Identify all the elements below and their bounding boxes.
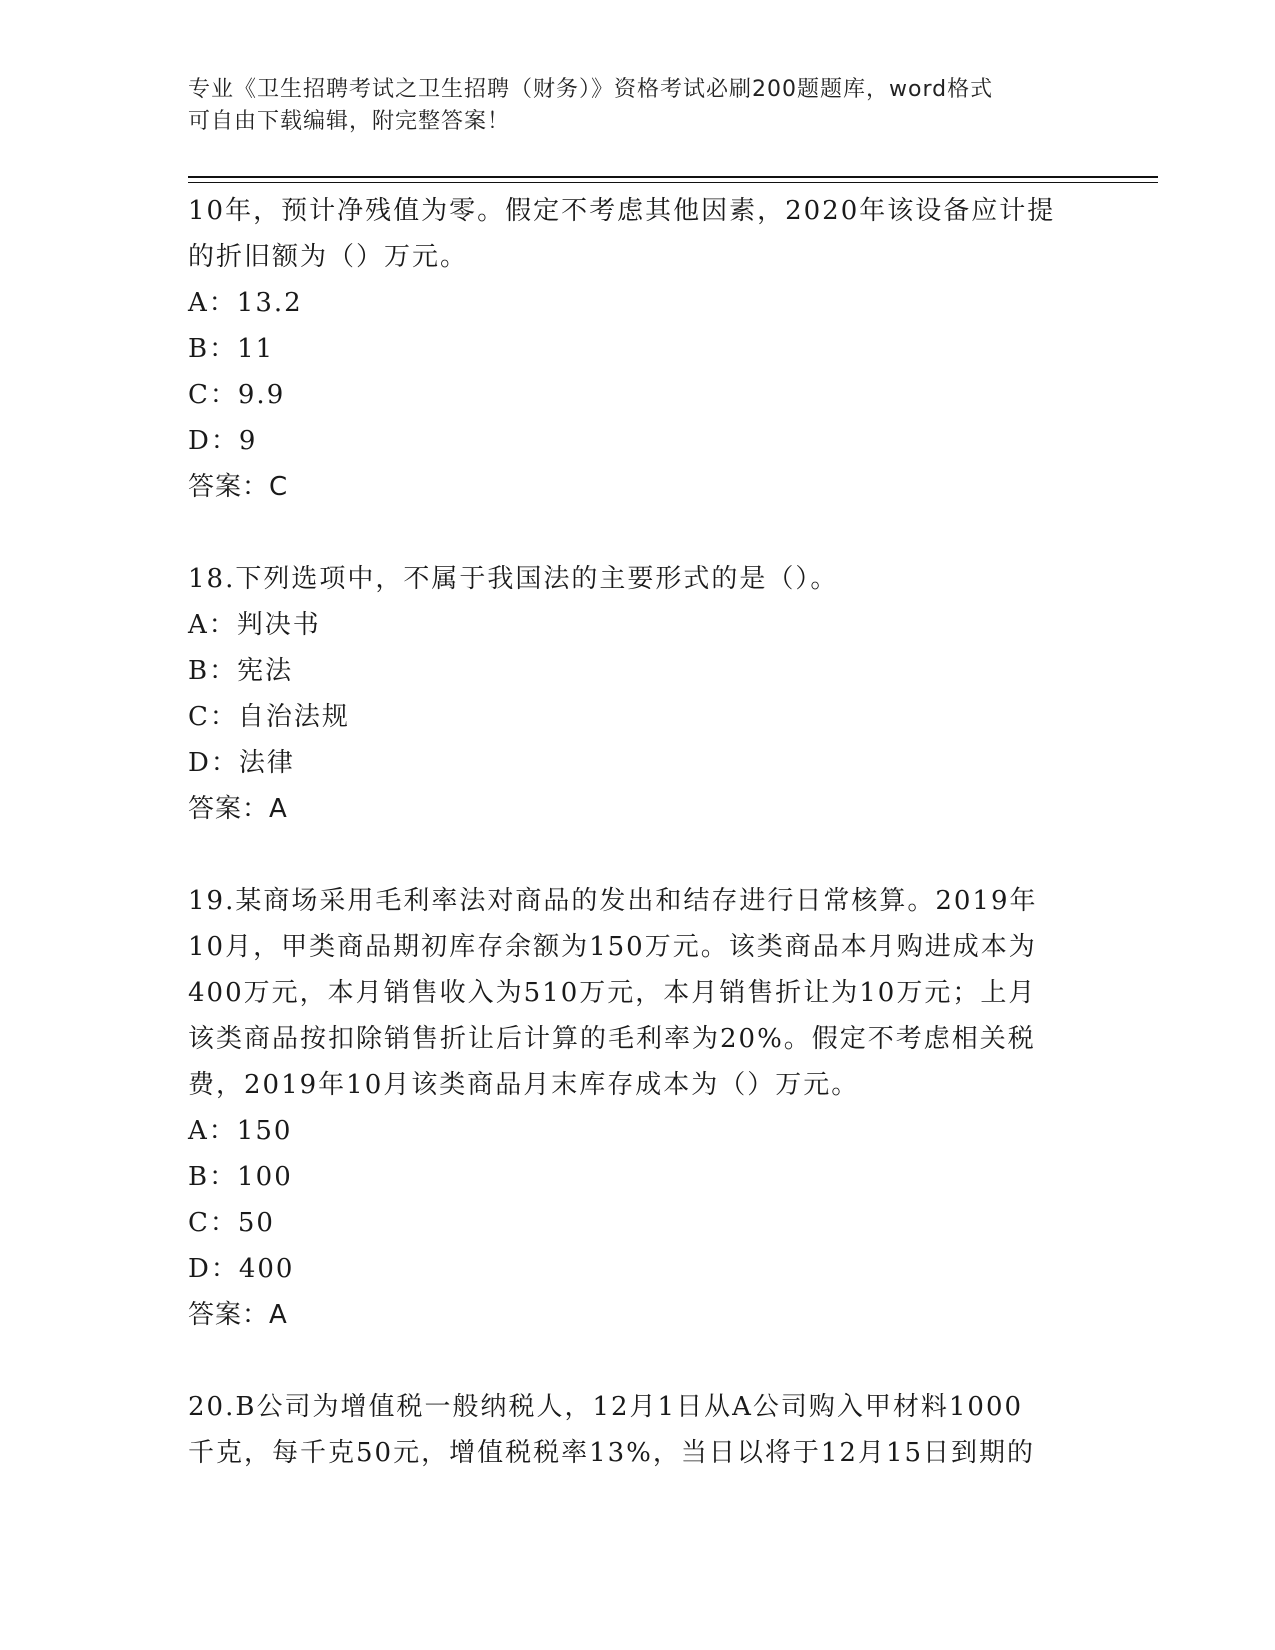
option-d: D：法律 bbox=[188, 748, 295, 778]
answer: 答案：C bbox=[188, 472, 289, 502]
option-c: C：自治法规 bbox=[188, 702, 350, 732]
option-a: A：150 bbox=[188, 1116, 293, 1146]
question-20 bbox=[188, 1384, 1088, 1476]
question-19 bbox=[188, 878, 1088, 1338]
header-rule-thin bbox=[188, 182, 1158, 183]
option-b: B：11 bbox=[188, 334, 275, 364]
question-18 bbox=[188, 556, 1088, 832]
answer: 答案：A bbox=[188, 794, 288, 824]
question-text-line: 18.下列选项中，不属于我国法的主要形式的是（）。 bbox=[188, 564, 839, 594]
question-17 bbox=[188, 188, 1088, 510]
question-text-line: 的折旧额为（）万元。 bbox=[188, 242, 469, 272]
option-b: B：100 bbox=[188, 1162, 293, 1192]
option-a: A：13.2 bbox=[188, 288, 303, 318]
option-c: C：9.9 bbox=[188, 380, 286, 410]
question-text-line: 10月，甲类商品期初库存余额为150万元。该类商品本月购进成本为 bbox=[188, 932, 1037, 962]
document-header bbox=[188, 74, 1068, 138]
question-text-line: 该类商品按扣除销售折让后计算的毛利率为20%。假定不考虑相关税 bbox=[188, 1024, 1036, 1054]
option-d: D：9 bbox=[188, 426, 258, 456]
header-rule-thick bbox=[188, 176, 1158, 178]
header-line-1: 专业《卫生招聘考试之卫生招聘（财务）》资格考试必刷200题题库，word格式 bbox=[188, 77, 994, 102]
option-b: B：宪法 bbox=[188, 656, 294, 686]
question-text-line: 费，2019年10月该类商品月末库存成本为（）万元。 bbox=[188, 1070, 860, 1100]
header-line-2: 可自由下载编辑，附完整答案！ bbox=[188, 109, 511, 134]
question-text-line: 19.某商场采用毛利率法对商品的发出和结存进行日常核算。2019年 bbox=[188, 886, 1038, 916]
question-text-line: 10年，预计净残值为零。假定不考虑其他因素，2020年该设备应计提 bbox=[188, 196, 1056, 226]
option-d: D：400 bbox=[188, 1254, 295, 1284]
question-text-line: 千克，每千克50元，增值税税率13%，当日以将于12月15日到期的 bbox=[188, 1438, 1036, 1468]
question-text-line: 20.B公司为增值税一般纳税人，12月1日从A公司购入甲材料1000 bbox=[188, 1392, 1024, 1422]
question-text-line: 400万元，本月销售收入为510万元，本月销售折让为10万元；上月 bbox=[188, 978, 1037, 1008]
answer: 答案：A bbox=[188, 1300, 288, 1330]
document-body bbox=[188, 188, 1088, 1476]
option-c: C：50 bbox=[188, 1208, 275, 1238]
option-a: A：判决书 bbox=[188, 610, 321, 640]
